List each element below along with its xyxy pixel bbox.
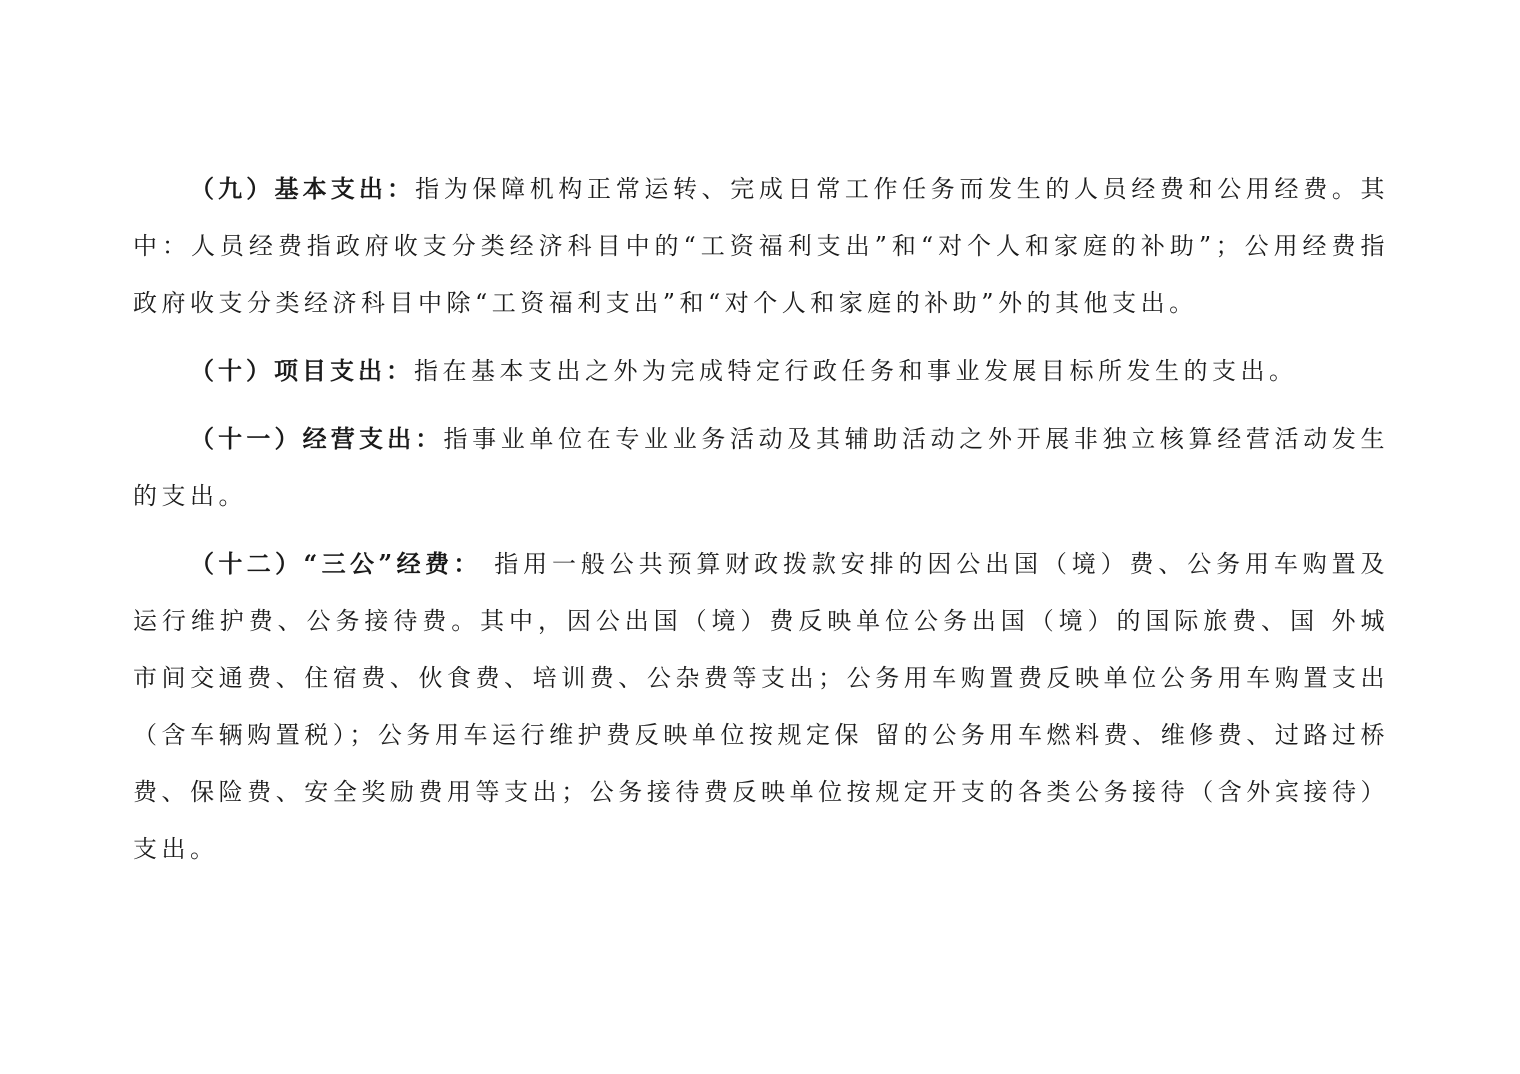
term-basic-expenditure: （九）基本支出： [190,174,416,203]
definition-basic-expenditure: 指为保障机构正常运转、完成日常工作任务而发生的人员经费和公用经费。其中：人员经费指政府收支分类经济科目中的“工资福利支出”和“对个人和家庭的补助”；公用经费指政府收支分类经济科目中除“工资福利支出”和“对个人和家庭的补助”外的其他支出。 [133,175,1389,317]
definition-three-public-expenses: 指用一般公共预算财政拨款安排的因公出国（境）费、公务用车购置及运行维护费、公务接待费。其中，因公出国（境）费反映单位公务出国（境）的国际旅费、国 外城市间交通费、住宿费、伙食费、培训费、公杂费等支出；公务用车购置费反映单位公务用车购置支出（含车辆购置税）；公务用车运行维护费反映单位按规定保 留的公务用车燃料费、维修费、过路过桥费、保险费、安全奖励费用等支出；公务接待费反映单位按规定开支的各类公务接待（含外宾接待）支出。 [133,550,1389,863]
term-operating-expenditure: （十一）经营支出： [190,424,444,453]
paragraph-basic-expenditure [133,160,1389,332]
definition-project-expenditure: 指在基本支出之外为完成特定行政任务和事业发展目标所发生的支出。 [414,357,1298,385]
paragraph-operating-expenditure [133,410,1389,525]
term-project-expenditure: （十）项目支出： [190,356,414,385]
document-body [133,160,1389,888]
paragraph-project-expenditure [133,342,1389,400]
definition-operating-expenditure: 指事业单位在专业业务活动及其辅助活动之外开展非独立核算经营活动发生的支出。 [133,425,1390,510]
term-three-public-expenses: （十二）“三公”经费： [190,549,482,578]
paragraph-three-public-expenses [133,535,1389,878]
